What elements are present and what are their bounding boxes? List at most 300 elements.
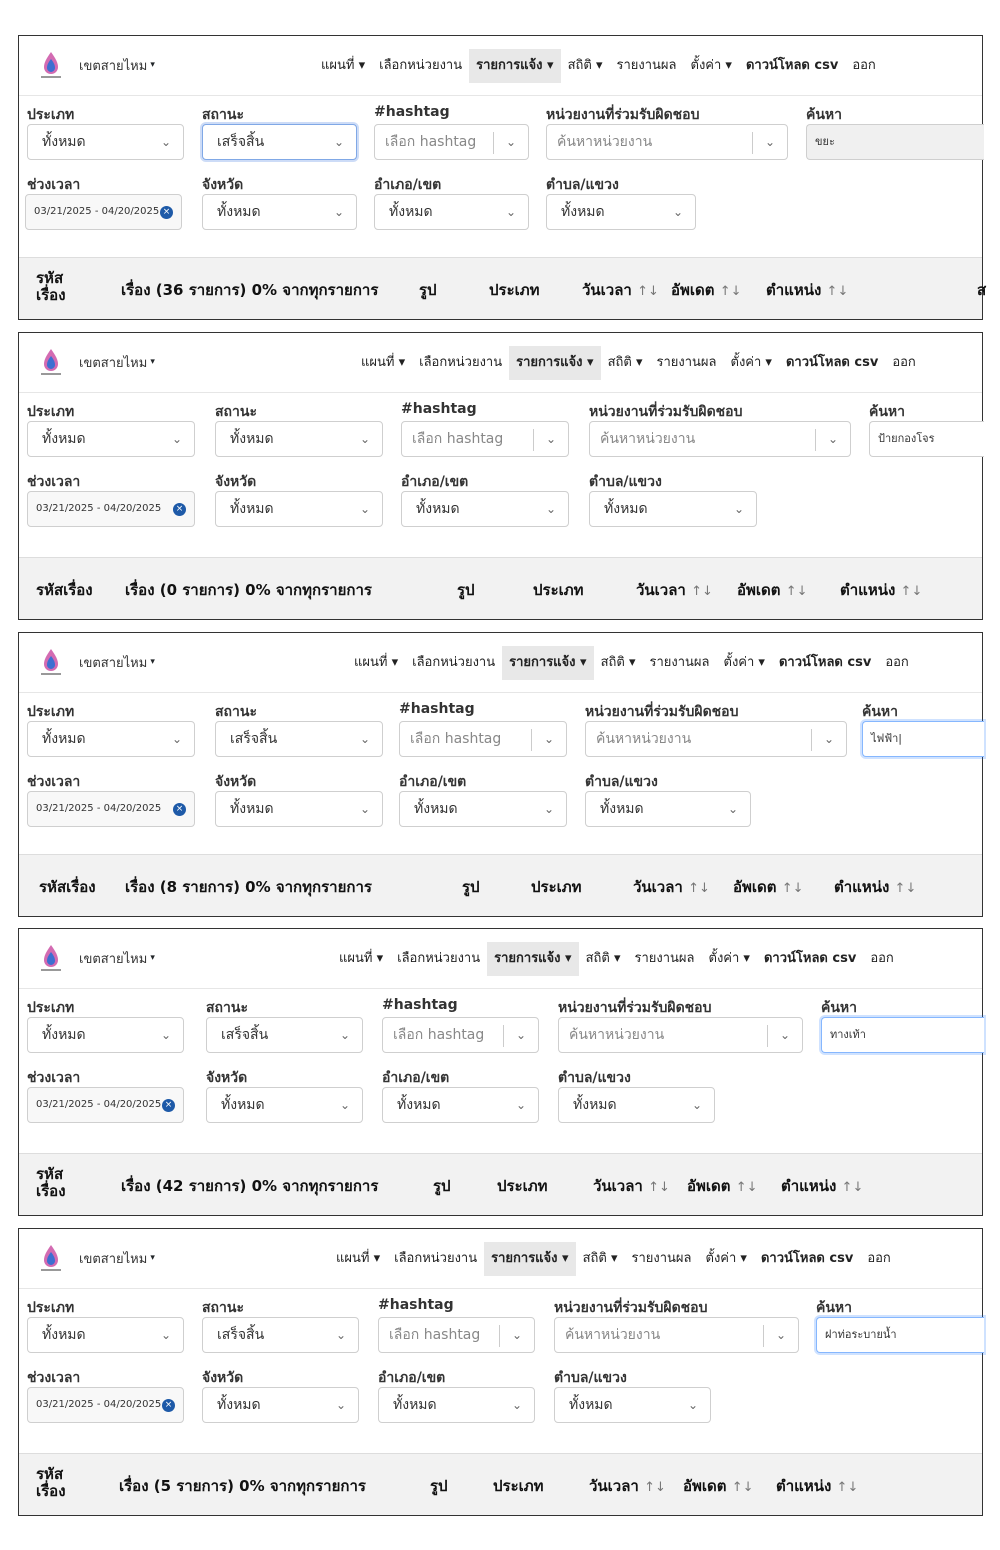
chevron-down-icon: ⌄ (505, 135, 516, 149)
hashtag-select[interactable] (378, 1317, 535, 1353)
nav-item[interactable]: รายงานผล (656, 355, 717, 370)
chevron-down-icon: ⌄ (543, 802, 554, 816)
status-value: เสร็จสิ้น (217, 134, 265, 150)
chevron-down-icon: ⌄ (733, 502, 744, 516)
column-type[interactable] (531, 875, 582, 899)
type-select[interactable] (27, 124, 184, 160)
nav-item[interactable]: รายงานผล (634, 951, 695, 966)
logo-icon (39, 943, 63, 973)
column-id[interactable]: รหัสเรื่อง (36, 581, 93, 599)
district-label: อำเภอ/เขต (382, 1070, 450, 1086)
sort-icon[interactable]: ↑↓ (836, 1480, 859, 1495)
chevron-down-icon: ⌄ (160, 1328, 171, 1342)
column-datetime[interactable] (589, 1474, 666, 1498)
nav-item[interactable]: ตั้งค่า ▾ (708, 951, 750, 966)
sort-icon[interactable]: ↑↓ (691, 584, 713, 599)
nav-item[interactable]: รายงานผล (616, 58, 677, 73)
brand[interactable] (39, 647, 155, 677)
column-photo[interactable] (430, 1474, 448, 1498)
column-count[interactable]: เรื่อง (0 รายการ) 0% จากทุกรายการ (125, 581, 372, 599)
province-label: จังหวัด (206, 1070, 248, 1086)
column-location-label: ตำแหน่ง (781, 1177, 837, 1195)
column-datetime[interactable] (636, 578, 713, 602)
district-select[interactable] (382, 1087, 539, 1123)
column-updated[interactable] (671, 278, 742, 302)
search-input[interactable] (869, 421, 984, 457)
column-id-line2: เรื่อง (36, 1482, 66, 1500)
hashtag-select[interactable] (399, 721, 567, 757)
subdistrict-label: ตำบล/แขวง (585, 774, 658, 790)
date-range-value: 03/21/2025 - 04/20/2025 (36, 503, 162, 514)
column-datetime-label: วันเวลา (582, 281, 632, 299)
district-label: อำเภอ/เขต (401, 474, 469, 490)
search-input[interactable] (806, 124, 984, 160)
column-type-label: ประเภท (489, 281, 540, 299)
chevron-down-icon: ⌄ (333, 135, 344, 149)
chevron-down-icon: ▾ (150, 1253, 155, 1263)
nav-item[interactable]: ตั้งค่า ▾ (730, 355, 772, 370)
subdistrict-label: ตำบล/แขวง (558, 1070, 631, 1086)
column-datetime-label: วันเวลา (636, 581, 686, 599)
column-location-label: ตำแหน่ง (766, 281, 822, 299)
column-type-label: ประเภท (533, 581, 584, 599)
column-datetime-label: วันเวลา (633, 878, 683, 896)
chevron-down-icon: ⌄ (511, 1328, 522, 1342)
hashtag-select[interactable] (401, 421, 569, 457)
screenshot-panel (18, 1228, 983, 1516)
column-updated[interactable] (687, 1174, 758, 1198)
column-location-label: ตำแหน่ง (776, 1477, 832, 1495)
search-label: ค้นหา (806, 107, 843, 123)
column-datetime[interactable] (633, 875, 710, 899)
column-photo[interactable] (462, 875, 480, 899)
chevron-down-icon: ▾ (150, 657, 155, 667)
chevron-down-icon: ⌄ (545, 432, 556, 446)
nav-item[interactable]: รายการแจ้ง ▾ (509, 346, 600, 380)
type-select[interactable] (27, 421, 195, 457)
column-photo[interactable] (433, 1174, 451, 1198)
brand-name[interactable]: เขตสายไหม (79, 951, 148, 967)
table-header (19, 854, 982, 916)
brand-name[interactable]: เขตสายไหม (79, 1251, 148, 1267)
chevron-down-icon: ⌄ (515, 1098, 526, 1112)
nav-item[interactable]: รายการแจ้ง ▾ (469, 49, 560, 83)
column-type[interactable] (497, 1174, 548, 1198)
column-photo[interactable] (457, 578, 475, 602)
column-id-line2: เรื่อง (36, 286, 66, 304)
chevron-down-icon: ⌄ (335, 1398, 346, 1412)
type-label: ประเภท (27, 404, 75, 420)
column-type[interactable] (533, 578, 584, 602)
sort-icon[interactable]: ↑↓ (688, 881, 710, 896)
navbar (19, 333, 982, 393)
column-updated[interactable] (733, 875, 804, 899)
column-type[interactable] (493, 1474, 544, 1498)
chevron-down-icon: ⌄ (687, 1398, 698, 1412)
search-label: ค้นหา (869, 404, 906, 420)
chevron-down-icon: ⌄ (779, 1028, 790, 1042)
province-select[interactable] (215, 491, 383, 527)
column-overflow: ส (977, 281, 987, 299)
agency-label: หน่วยงานที่ร่วมรับผิดชอบ (554, 1300, 708, 1316)
column-location[interactable] (776, 1474, 858, 1498)
search-input[interactable] (862, 721, 984, 757)
subdistrict-value: ทั้งหมด (561, 204, 605, 220)
chevron-down-icon: ⌄ (775, 1328, 786, 1342)
type-label: ประเภท (27, 1300, 75, 1316)
nav-item[interactable]: สถิติ ▾ (582, 1251, 618, 1266)
status-select[interactable] (215, 721, 383, 757)
column-location[interactable] (840, 578, 922, 602)
type-select[interactable] (27, 721, 195, 757)
nav-item[interactable]: เลือกหน่วยงาน (412, 655, 496, 670)
subdistrict-select[interactable] (546, 194, 696, 230)
type-select[interactable] (27, 1317, 184, 1353)
select-divider (767, 1025, 768, 1047)
column-id[interactable] (36, 1166, 66, 1200)
column-id[interactable]: รหัสเรื่อง (39, 878, 96, 896)
period-label: ช่วงเวลา (27, 474, 81, 490)
province-label: จังหวัด (215, 774, 257, 790)
chevron-down-icon: ▾ (150, 357, 155, 367)
date-range-value: 03/21/2025 - 04/20/2025 (34, 206, 160, 217)
column-location[interactable] (781, 1174, 863, 1198)
nav-item[interactable]: รายงานผล (649, 655, 710, 670)
district-select[interactable] (401, 491, 569, 527)
nav-item[interactable]: ออก (867, 1251, 891, 1266)
chevron-down-icon: ⌄ (764, 135, 775, 149)
sort-icon[interactable]: ↑↓ (894, 881, 917, 896)
province-label: จังหวัด (215, 474, 257, 490)
district-value: ทั้งหมด (416, 501, 460, 517)
nav-item[interactable]: รายการแจ้ง ▾ (502, 646, 593, 680)
sort-icon[interactable]: ↑↓ (719, 284, 742, 299)
type-value: ทั้งหมด (42, 134, 86, 150)
hashtag-select[interactable] (382, 1017, 539, 1053)
clear-icon[interactable]: × (173, 803, 186, 816)
date-range-input[interactable] (27, 791, 195, 827)
column-updated[interactable] (683, 1474, 754, 1498)
search-label: ค้นหา (816, 1300, 853, 1316)
column-count[interactable]: เรื่อง (36 รายการ) 0% จากทุกรายการ (121, 281, 379, 299)
province-select[interactable] (215, 791, 383, 827)
navbar (19, 633, 982, 693)
chevron-down-icon: ⌄ (511, 1398, 522, 1412)
nav-item[interactable]: รายงานผล (631, 1251, 692, 1266)
brand-name[interactable]: เขตสายไหม (79, 355, 148, 371)
nav-item[interactable]: สถิติ ▾ (585, 951, 621, 966)
screenshot-panel (18, 632, 983, 917)
column-photo-label: รูป (457, 581, 475, 599)
agency-select[interactable] (554, 1317, 799, 1353)
chevron-down-icon: ⌄ (827, 432, 838, 446)
province-select[interactable] (202, 1387, 359, 1423)
column-updated-label: อัพเดต (733, 878, 777, 896)
nav-item[interactable]: ออก (892, 355, 916, 370)
agency-select[interactable] (589, 421, 851, 457)
hashtag-label: #hashtag (382, 997, 458, 1013)
clear-icon[interactable]: × (162, 1399, 175, 1412)
nav-item[interactable]: สถิติ ▾ (600, 655, 636, 670)
nav-item[interactable]: สถิติ ▾ (567, 58, 603, 73)
nav-item[interactable]: แผนที่ ▾ (321, 58, 366, 73)
date-range-input[interactable] (27, 491, 195, 527)
district-value: ทั้งหมด (397, 1097, 441, 1113)
sort-icon[interactable]: ↑↓ (637, 284, 659, 299)
chevron-down-icon: ⌄ (543, 732, 554, 746)
clear-icon[interactable]: × (160, 206, 173, 219)
sort-icon[interactable]: ↑↓ (648, 1180, 670, 1195)
filter-form (19, 989, 982, 1179)
nav-item[interactable]: เลือกหน่วยงาน (379, 58, 463, 73)
agency-select[interactable] (585, 721, 847, 757)
column-datetime-label: วันเวลา (593, 1177, 643, 1195)
hashtag-select[interactable] (374, 124, 529, 160)
chevron-down-icon: ⌄ (359, 802, 370, 816)
nav-item[interactable]: สถิติ ▾ (607, 355, 643, 370)
hashtag-placeholder: เลือก hashtag (393, 1027, 485, 1043)
search-input[interactable] (821, 1017, 984, 1053)
agency-placeholder: ค้นหาหน่วยงาน (600, 431, 696, 447)
column-id[interactable] (36, 270, 66, 304)
nav-item[interactable]: ออก (885, 655, 909, 670)
date-range-input[interactable] (27, 1087, 184, 1123)
nav-item[interactable]: เลือกหน่วยงาน (397, 951, 481, 966)
status-value: เสร็จสิ้น (221, 1027, 269, 1043)
select-divider (533, 429, 534, 451)
column-updated[interactable] (737, 578, 808, 602)
column-location[interactable] (766, 278, 848, 302)
province-label: จังหวัด (202, 1370, 244, 1386)
chevron-down-icon: ⌄ (359, 432, 370, 446)
hashtag-label: #hashtag (374, 104, 450, 120)
hashtag-placeholder: เลือก hashtag (410, 731, 502, 747)
type-label: ประเภท (27, 1000, 75, 1016)
district-value: ทั้งหมด (389, 204, 433, 220)
nav-links (354, 346, 923, 380)
subdistrict-select[interactable] (589, 491, 757, 527)
province-select[interactable] (206, 1087, 363, 1123)
chevron-down-icon: ⌄ (335, 1328, 346, 1342)
select-divider (503, 1025, 504, 1047)
sort-icon[interactable]: ↑↓ (781, 881, 804, 896)
nav-item[interactable]: ดาวน์โหลด csv (745, 58, 839, 73)
hashtag-label: #hashtag (401, 401, 477, 417)
chevron-down-icon: ⌄ (515, 1028, 526, 1042)
period-label: ช่วงเวลา (27, 774, 81, 790)
type-value: ทั้งหมด (42, 1327, 86, 1343)
column-id-line1: รหัส (36, 1165, 64, 1183)
nav-item[interactable]: รายการแจ้ง ▾ (487, 942, 578, 976)
table-header (19, 1453, 982, 1515)
brand[interactable] (39, 1243, 155, 1273)
date-range-input[interactable] (25, 194, 182, 230)
date-range-value: 03/21/2025 - 04/20/2025 (36, 803, 162, 814)
subdistrict-select[interactable] (585, 791, 751, 827)
nav-item[interactable]: ดาวน์โหลด csv (778, 655, 872, 670)
chevron-down-icon: ⌄ (171, 732, 182, 746)
nav-item[interactable]: ตั้งค่า ▾ (690, 58, 732, 73)
navbar (19, 929, 982, 989)
chevron-down-icon: ⌄ (672, 205, 683, 219)
chevron-down-icon: ⌄ (333, 205, 344, 219)
status-value: ทั้งหมด (230, 431, 274, 447)
brand[interactable] (39, 347, 155, 377)
district-select[interactable] (399, 791, 567, 827)
column-type[interactable] (489, 278, 540, 302)
date-range-value: 03/21/2025 - 04/20/2025 (36, 1099, 162, 1110)
agency-placeholder: ค้นหาหน่วยงาน (596, 731, 692, 747)
column-photo[interactable] (419, 278, 437, 302)
subdistrict-value: ทั้งหมด (604, 501, 648, 517)
nav-item[interactable]: แผนที่ ▾ (354, 655, 399, 670)
hashtag-placeholder: เลือก hashtag (412, 431, 504, 447)
district-value: ทั้งหมด (393, 1397, 437, 1413)
nav-item[interactable]: ดาวน์โหลด csv (760, 1251, 854, 1266)
chevron-down-icon: ⌄ (160, 135, 171, 149)
brand-name[interactable]: เขตสายไหม (79, 58, 148, 74)
status-label: สถานะ (215, 704, 257, 720)
status-label: สถานะ (202, 1300, 244, 1316)
column-location[interactable] (834, 875, 916, 899)
agency-select[interactable] (546, 124, 788, 160)
column-count[interactable]: เรื่อง (42 รายการ) 0% จากทุกรายการ (121, 1177, 379, 1195)
column-updated-label: อัพเดต (687, 1177, 731, 1195)
search-value: ขยะ (815, 135, 835, 148)
select-divider (531, 729, 532, 751)
chevron-down-icon: ⌄ (505, 205, 516, 219)
agency-select[interactable] (558, 1017, 803, 1053)
nav-item[interactable]: แผนที่ ▾ (339, 951, 384, 966)
sort-icon[interactable]: ↑↓ (731, 1480, 754, 1495)
nav-item[interactable]: เลือกหน่วยงาน (419, 355, 503, 370)
nav-item[interactable]: เลือกหน่วยงาน (394, 1251, 478, 1266)
chevron-down-icon: ⌄ (359, 502, 370, 516)
column-updated-label: อัพเดต (683, 1477, 727, 1495)
nav-item[interactable]: ดาวน์โหลด csv (763, 951, 857, 966)
column-photo-label: รูป (433, 1177, 451, 1195)
hashtag-placeholder: เลือก hashtag (389, 1327, 481, 1343)
clear-icon[interactable]: × (162, 1099, 175, 1112)
column-datetime[interactable] (593, 1174, 670, 1198)
status-select[interactable] (206, 1017, 363, 1053)
brand[interactable] (39, 50, 155, 80)
subdistrict-select[interactable] (558, 1087, 715, 1123)
date-range-input[interactable] (27, 1387, 184, 1423)
select-divider (752, 132, 753, 154)
chevron-down-icon: ▾ (150, 60, 155, 70)
nav-item[interactable]: ออก (870, 951, 894, 966)
nav-links (347, 646, 916, 680)
status-select[interactable] (215, 421, 383, 457)
logo-icon (39, 1243, 63, 1273)
column-type-label: ประเภท (497, 1177, 548, 1195)
search-input[interactable] (816, 1317, 984, 1353)
table-header (19, 557, 982, 619)
agency-label: หน่วยงานที่ร่วมรับผิดชอบ (585, 704, 739, 720)
subdistrict-value: ทั้งหมด (569, 1397, 613, 1413)
hashtag-label: #hashtag (378, 1297, 454, 1313)
status-select[interactable] (202, 124, 357, 160)
nav-item[interactable]: ตั้งค่า ▾ (705, 1251, 747, 1266)
select-divider (763, 1325, 764, 1347)
search-value: ทางเท้า (830, 1028, 866, 1041)
type-label: ประเภท (27, 704, 75, 720)
subdistrict-label: ตำบล/แขวง (546, 177, 619, 193)
province-select[interactable] (202, 194, 357, 230)
clear-icon[interactable]: × (173, 503, 186, 516)
sort-icon[interactable]: ↑↓ (826, 284, 849, 299)
agency-placeholder: ค้นหาหน่วยงาน (569, 1027, 665, 1043)
chevron-down-icon: ⌄ (545, 502, 556, 516)
nav-item[interactable]: ดาวน์โหลด csv (785, 355, 879, 370)
district-select[interactable] (374, 194, 529, 230)
column-count[interactable]: เรื่อง (5 รายการ) 0% จากทุกรายการ (119, 1477, 366, 1495)
screenshot-panel (18, 332, 983, 620)
status-select[interactable] (202, 1317, 359, 1353)
column-type-label: ประเภท (531, 878, 582, 896)
nav-item[interactable]: แผนที่ ▾ (336, 1251, 381, 1266)
screenshot-panel (18, 35, 987, 320)
nav-item[interactable]: ตั้งค่า ▾ (723, 655, 765, 670)
period-label: ช่วงเวลา (27, 1070, 81, 1086)
hashtag-label: #hashtag (399, 701, 475, 717)
logo-icon (39, 647, 63, 677)
subdistrict-select[interactable] (554, 1387, 711, 1423)
type-select[interactable] (27, 1017, 184, 1053)
province-value: ทั้งหมด (217, 204, 261, 220)
nav-item[interactable]: รายการแจ้ง ▾ (484, 1242, 575, 1276)
select-divider (815, 429, 816, 451)
subdistrict-label: ตำบล/แขวง (589, 474, 662, 490)
column-id[interactable] (36, 1466, 66, 1500)
nav-links (332, 942, 901, 976)
date-range-value: 03/21/2025 - 04/20/2025 (36, 1399, 162, 1410)
column-count[interactable]: เรื่อง (8 รายการ) 0% จากทุกรายการ (125, 878, 372, 896)
district-value: ทั้งหมด (414, 801, 458, 817)
column-datetime[interactable] (582, 278, 659, 302)
search-value: ฝาท่อระบายน้ำ (825, 1328, 897, 1341)
province-value: ทั้งหมด (230, 501, 274, 517)
brand-name[interactable]: เขตสายไหม (79, 655, 148, 671)
nav-item[interactable]: แผนที่ ▾ (361, 355, 406, 370)
status-value: เสร็จสิ้น (217, 1327, 265, 1343)
district-select[interactable] (378, 1387, 535, 1423)
search-label: ค้นหา (862, 704, 899, 720)
filter-form (19, 393, 982, 583)
chevron-down-icon: ⌄ (359, 732, 370, 746)
navbar (19, 36, 982, 96)
column-updated-label: อัพเดต (671, 281, 715, 299)
period-label: ช่วงเวลา (27, 1370, 81, 1386)
brand[interactable] (39, 943, 155, 973)
sort-icon[interactable]: ↑↓ (644, 1480, 666, 1495)
status-label: สถานะ (206, 1000, 248, 1016)
sort-icon[interactable]: ↑↓ (735, 1180, 758, 1195)
status-value: เสร็จสิ้น (230, 731, 278, 747)
nav-item[interactable]: ออก (852, 58, 876, 73)
column-id-line1: รหัส (36, 269, 64, 287)
period-label: ช่วงเวลา (27, 177, 81, 193)
sort-icon[interactable]: ↑↓ (841, 1180, 864, 1195)
sort-icon[interactable]: ↑↓ (900, 584, 923, 599)
chevron-down-icon: ▾ (150, 953, 155, 963)
column-id-line1: รหัส (36, 1465, 64, 1483)
type-label: ประเภท (27, 107, 75, 123)
logo-icon (39, 50, 63, 80)
sort-icon[interactable]: ↑↓ (785, 584, 808, 599)
logo-icon (39, 347, 63, 377)
